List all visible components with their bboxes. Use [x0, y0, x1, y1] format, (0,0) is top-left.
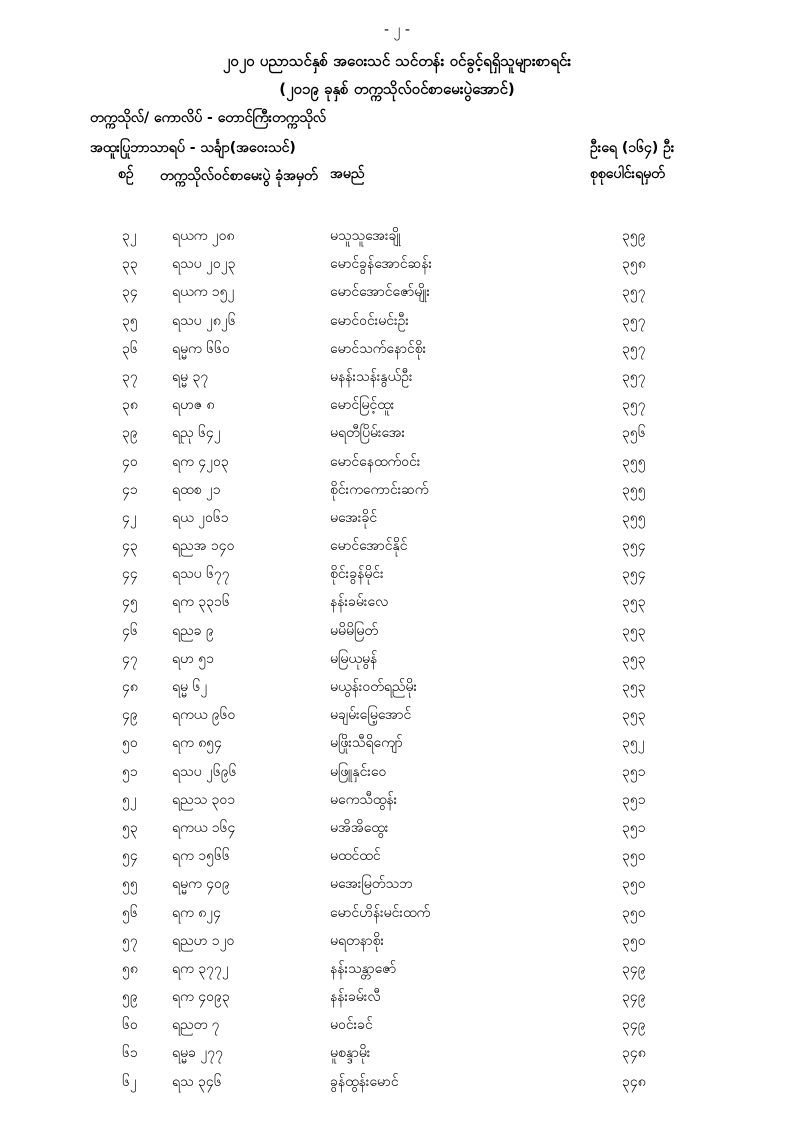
total-marks: ၃၄၉: [622, 960, 646, 977]
table-row: [0, 814, 794, 842]
roll-number: ရက ၈၂၄: [172, 904, 221, 921]
table-row: [0, 1068, 794, 1096]
total-marks: ၃၄၈: [622, 1073, 646, 1090]
student-name: မချမ်းမြေ့အောင်: [330, 707, 412, 724]
table-row: [0, 729, 794, 757]
column-header-no: စဉ်: [118, 166, 134, 182]
row-number: ၄၃: [122, 538, 138, 555]
page-number: - ၂ -: [384, 22, 410, 38]
roll-number: ရမ္မ ၆၂: [172, 679, 208, 695]
row-number: ၅၃: [122, 819, 138, 836]
table-row: [0, 927, 794, 955]
table-row: [0, 673, 794, 701]
student-name: မောင်ဝင်းမင်းဦး: [330, 312, 409, 329]
row-number: ၃၆: [122, 340, 138, 357]
row-number: ၆၂: [122, 1073, 137, 1090]
row-number: ၄၄: [122, 566, 138, 583]
table-row: [0, 842, 794, 870]
student-name: နန်းသန္တာဇော်: [330, 960, 397, 977]
total-marks: ၃၅၃: [622, 594, 646, 611]
student-name: မရတနာစိုး: [330, 932, 385, 949]
student-name: မထင်ထင်: [330, 848, 381, 865]
student-name: မအေးခိုင်: [330, 509, 378, 526]
row-number: ၃၄: [122, 284, 138, 301]
roll-number: ရသပ ၆၇၇: [172, 566, 230, 583]
total-marks: ၃၅၀: [622, 904, 646, 921]
total-marks: ၃၅၇: [622, 397, 646, 414]
total-marks: ၃၅၁: [622, 763, 646, 780]
table-row: [0, 532, 794, 560]
table-row: [0, 307, 794, 335]
student-name: စိုင်းကကောင်းဆက်: [330, 481, 429, 498]
table-row: [0, 560, 794, 588]
table-row: [0, 617, 794, 645]
row-number: ၄၁: [122, 481, 138, 498]
roll-number: ရက ၁၅၆၆: [172, 848, 230, 865]
total-marks: ၃၅၃: [622, 650, 646, 667]
table-row: [0, 645, 794, 673]
row-number: ၅၅: [122, 876, 138, 893]
total-marks: ၃၅၃: [622, 707, 646, 724]
student-name: မောင်သက်နောင်စိုး: [330, 340, 427, 357]
table-row: [0, 899, 794, 927]
total-marks: ၃၅၇: [622, 284, 646, 301]
total-marks: ၃၅၃: [622, 622, 646, 639]
row-number: ၅၇: [122, 932, 138, 949]
roll-number: ရထစ ၂၁: [172, 481, 221, 498]
table-row: [0, 588, 794, 616]
roll-number: ရကယ ၉၆၀: [172, 707, 236, 724]
total-count: ဦးရေ (၁၆၄) ဦး: [590, 140, 675, 156]
roll-number: ရသပ ၂၆၉၆: [172, 763, 237, 780]
document-subtitle: (၂၀၁၉ ခုနှစ် တက္ကသိုလ်ဝင်စာမေးပွဲအောင်): [279, 80, 515, 98]
student-name: မမိမိမြတ်: [330, 622, 378, 639]
roll-number: ရညသ ၃၀၁: [172, 791, 236, 808]
roll-number: ရက ၄၀၉၃: [172, 989, 230, 1006]
roll-number: ရယ ၂၀၆၁: [172, 509, 229, 526]
row-number: ၄၇: [122, 650, 138, 667]
student-name: မောင်အောင်ဇော်မျိုး: [330, 284, 431, 301]
row-number: ၆၀: [122, 1017, 138, 1034]
row-number: ၄၅: [122, 594, 138, 611]
roll-number: ရဟ ၅၁: [172, 650, 214, 667]
table-row: [0, 786, 794, 814]
row-number: ၅၄: [122, 848, 138, 865]
roll-number: ရမ္မ ၃၇: [172, 368, 209, 385]
table-row: [0, 278, 794, 306]
table-row: [0, 758, 794, 786]
total-marks: ၃၅၉: [622, 228, 646, 244]
row-number: ၅၈: [122, 960, 138, 977]
table-row: [0, 955, 794, 983]
total-marks: ၃၅၂: [622, 735, 645, 752]
student-name: မအိအိထွေး: [330, 819, 389, 836]
student-name: မကေသီထွန်း: [330, 791, 398, 808]
row-number: ၅၀: [122, 735, 138, 752]
roll-number: ရက ၃၇၇၂: [172, 960, 229, 977]
total-marks: ၃၄၉: [622, 1017, 646, 1034]
roll-number: ရညခ ၉: [172, 622, 214, 639]
roll-number: ရက ၄၂၀၃: [172, 453, 229, 470]
total-marks: ၃၅၄: [622, 538, 646, 555]
total-marks: ၃၅၁: [622, 791, 646, 808]
total-marks: ၃၅၈: [622, 256, 646, 273]
total-marks: ၃၅၅: [622, 481, 646, 498]
student-name: နန်းခမ်းလေ: [330, 594, 389, 611]
total-marks: ၃၅၀: [622, 848, 646, 865]
total-marks: ၃၅၇: [622, 368, 646, 385]
row-number: ၄၂: [122, 509, 137, 526]
table-row: [0, 448, 794, 476]
row-number: ၄၀: [122, 453, 138, 470]
table-row: [0, 504, 794, 532]
row-number: ၃၉: [122, 425, 138, 442]
roll-number: ရမ္မခ ၂၇၇: [172, 1045, 223, 1062]
table-row: [0, 222, 794, 250]
student-name: မယွန်းဝတ်ရည်မိုး: [330, 679, 418, 695]
student-name: မောင်နေထက်ဝင်း: [330, 453, 421, 470]
row-number: ၃၂: [122, 228, 137, 244]
roll-number: ရမ္မက ၄၀၉: [172, 876, 230, 893]
table-row: [0, 870, 794, 898]
table-row: [0, 701, 794, 729]
column-header-marks: စုစုပေါင်းရမှတ်: [590, 166, 665, 182]
table-row: [0, 1011, 794, 1039]
total-marks: ၃၄၈: [622, 1045, 646, 1062]
total-marks: ၃၄၉: [622, 989, 646, 1006]
student-name: မူစန္ဒာမိုး: [330, 1045, 371, 1062]
total-marks: ၃၅၀: [622, 876, 646, 893]
student-name: မမြယုမွန်: [330, 650, 378, 667]
student-name: မဖြိုးသီရိကျော်: [330, 735, 403, 752]
total-marks: ၃၅၀: [622, 932, 646, 949]
roll-number: ရယက ၂၀၈: [172, 228, 235, 244]
total-marks: ၃၅၁: [622, 819, 646, 836]
table-row: [0, 335, 794, 363]
student-name: မဝင်းခင်: [330, 1017, 373, 1034]
row-number: ၃၃: [122, 256, 138, 273]
roll-number: ရဟဇ ၈: [172, 397, 215, 414]
total-marks: ၃၅၃: [622, 679, 646, 695]
row-number: ၅၂: [122, 791, 137, 808]
student-name: မသူသူအေးချို: [330, 228, 401, 244]
table-row: [0, 476, 794, 504]
roll-number: ရသပ ၂၀၂၃: [172, 256, 236, 273]
document-title: ၂၀၂၀ ပညာသင်နှစ် အဝေးသင် သင်တန်း ဝင်ခွင့်ရရှိသူများစာရင်း: [222, 52, 572, 70]
total-marks: ၃၅၇: [622, 340, 646, 357]
row-number: ၃၇: [122, 368, 138, 385]
roll-number: ရညဟ ၁၂၀: [172, 932, 235, 949]
roll-number: ရယက ၁၅၂: [172, 284, 235, 301]
total-marks: ၃၅၄: [622, 566, 646, 583]
table-row: [0, 363, 794, 391]
row-number: ၄၆: [122, 622, 138, 639]
student-name: မအေးမြတ်သဘ: [330, 876, 413, 893]
row-number: ၆၁: [122, 1045, 138, 1062]
results-table: [0, 222, 794, 1096]
roll-number: ရညအ ၁၄၀: [172, 538, 235, 555]
student-name: မဖြူနှင်းဝေ: [330, 763, 387, 780]
student-name: စိုင်းခွန်မိုင်း: [330, 566, 384, 583]
row-number: ၅၁: [122, 763, 138, 780]
table-row: [0, 250, 794, 278]
roll-number: ရမ္မက ၆၆၀: [172, 340, 230, 357]
column-header-roll: တက္ကသိုလ်ဝင်စာမေးပွဲ ခုံအမှတ်: [160, 168, 318, 184]
roll-number: ရကယ ၁၆၄: [172, 819, 236, 836]
student-name: နန်းခမ်းလီ: [330, 989, 381, 1006]
student-name: မနန်းသန်းနွယ်ဦး: [330, 368, 413, 385]
total-marks: ၃၅၅: [622, 509, 646, 526]
roll-number: ရညတ ၇: [172, 1017, 220, 1034]
roll-number: ရညု ၆၄၂: [172, 425, 221, 442]
row-number: ၃၈: [122, 397, 138, 414]
total-marks: ၃၅၇: [622, 312, 646, 329]
roll-number: ရက ၈၅၄: [172, 735, 222, 752]
student-name: မောင်မြင့်ထူး: [330, 397, 395, 414]
student-name: မောင်အောင်နိုင်: [330, 538, 408, 555]
student-name: မရတီပြိမ်းအေး: [330, 425, 406, 442]
university-line: တက္ကသိုလ်/ ကောလိပ် - တောင်ကြီးတက္ကသိုလ်: [90, 110, 327, 126]
roll-number: ရက ၃၃၁၆: [172, 594, 230, 611]
student-name: ခွန်ထွန်းမောင်: [330, 1073, 399, 1090]
table-row: [0, 419, 794, 447]
table-row: [0, 1039, 794, 1067]
total-marks: ၃၅၆: [622, 425, 646, 442]
row-number: ၃၅: [122, 312, 138, 329]
total-marks: ၃၅၅: [622, 453, 646, 470]
row-number: ၄၉: [122, 707, 138, 724]
student-name: မောင်ခွန်အောင်ဆန်း: [330, 256, 433, 273]
row-number: ၅၆: [122, 904, 138, 921]
table-row: [0, 983, 794, 1011]
row-number: ၅၉: [122, 989, 138, 1006]
specialty-line: အထူးပြုဘာသာရပ် - သင်္ချာ(အဝေးသင်): [90, 140, 296, 156]
roll-number: ရသပ ၂၈၂၆: [172, 312, 236, 329]
student-name: မောင်ဟိန်းမင်းထက်: [330, 904, 431, 921]
row-number: ၄၈: [122, 679, 138, 695]
roll-number: ရသ ၃၄၆: [172, 1073, 222, 1090]
table-row: [0, 391, 794, 419]
column-header-name: အမည်: [330, 166, 365, 182]
